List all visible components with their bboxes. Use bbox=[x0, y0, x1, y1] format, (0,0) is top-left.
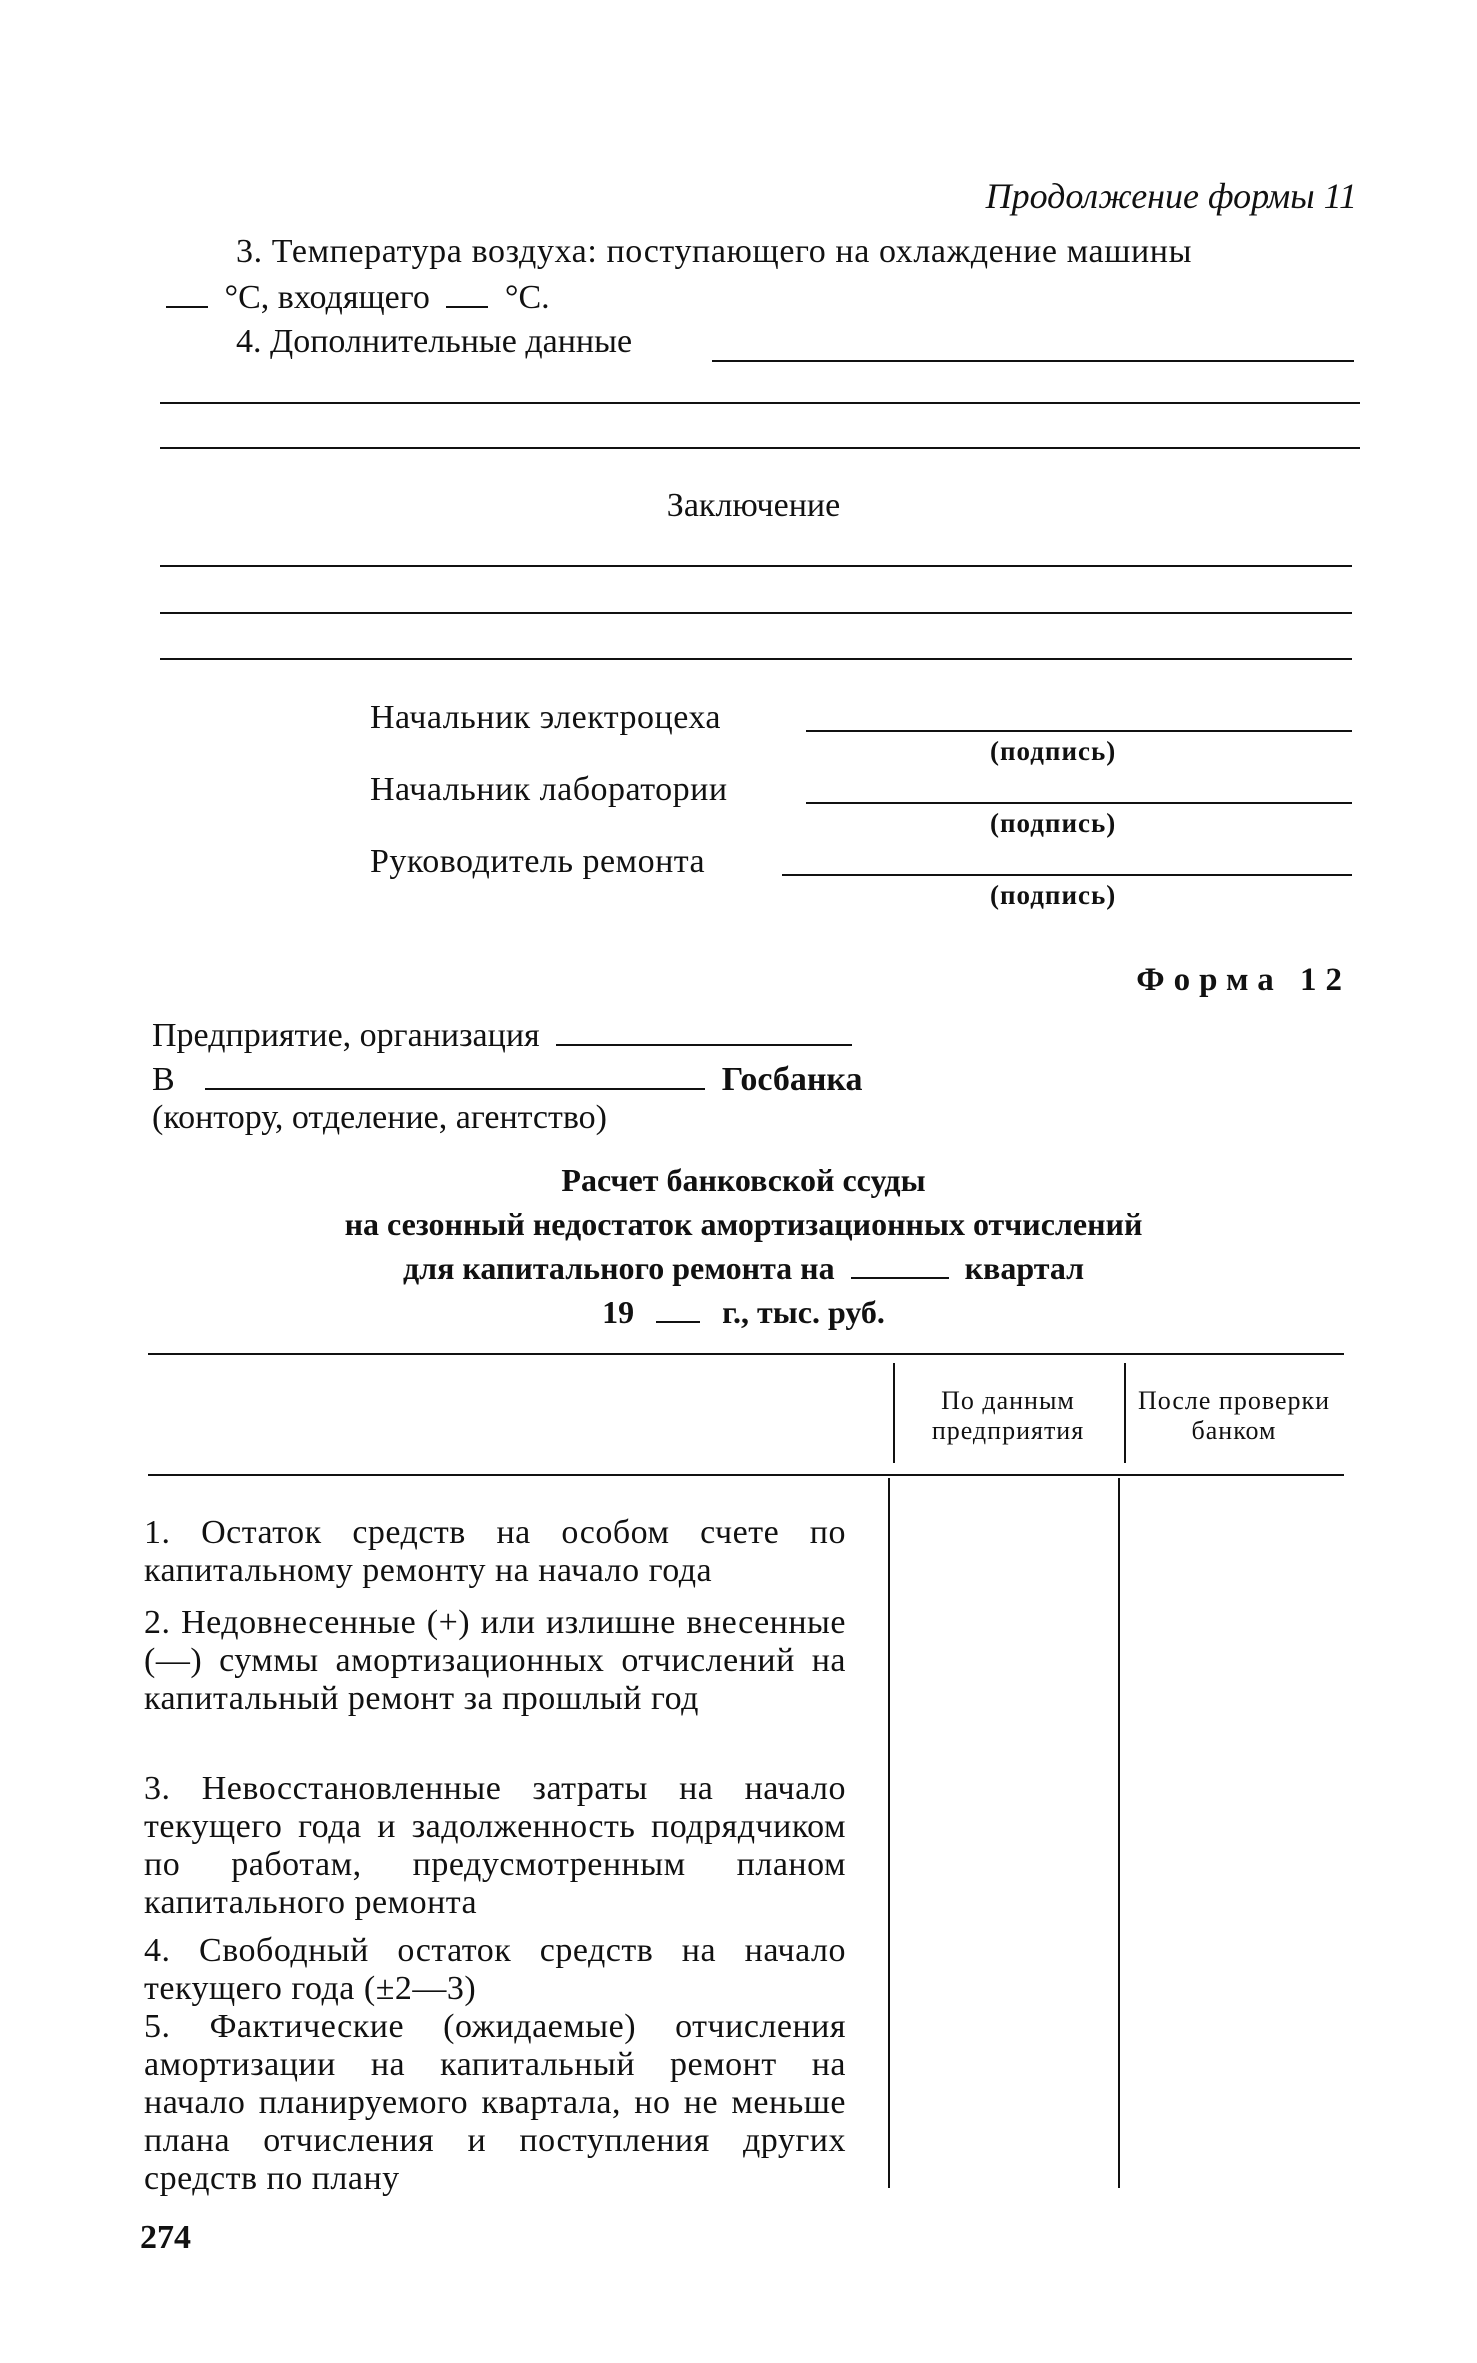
table-body-divider-1 bbox=[888, 1478, 890, 2188]
additional-data-line-1 bbox=[160, 402, 1360, 404]
item3-unit1: °С, входящего bbox=[224, 279, 430, 316]
table-row: 5. Фактические (ожидаемые) отчисления амортизации на капитальный ремонт на начало планируемого квартала, но не меньше плана отчисления и поступления других средств по плану bbox=[144, 2008, 846, 2197]
conclusion-line-1 bbox=[160, 565, 1352, 567]
signature-caption-1: (подпись) bbox=[990, 736, 1117, 766]
conclusion-title: Заключение bbox=[666, 487, 841, 524]
signature-role-3: Руководитель ремонта bbox=[370, 843, 706, 880]
calc-title-line3b: квартал bbox=[964, 1250, 1085, 1286]
signature-line-2 bbox=[806, 802, 1352, 804]
bank-suffix: Госбанка bbox=[721, 1061, 863, 1098]
additional-data-line-2 bbox=[160, 447, 1360, 449]
column-header-enterprise: По данным предприятия bbox=[931, 1386, 1085, 1445]
calc-title-line2: на сезонный недостаток амортизационных отчислений bbox=[344, 1206, 1143, 1242]
bank-prefix: В bbox=[152, 1061, 175, 1098]
conclusion-line-2 bbox=[160, 612, 1352, 614]
item3-line1: 3. Температура воздуха: поступающего на охлаждение машины bbox=[236, 233, 1193, 270]
item3-unit2: °С. bbox=[504, 279, 550, 316]
signature-line-3 bbox=[782, 874, 1352, 876]
calc-title-year-prefix: 19 bbox=[602, 1294, 635, 1330]
table-header-rule bbox=[148, 1474, 1344, 1476]
table-row: 4. Свободный остаток средств на начало текущего года (±2—3) bbox=[144, 1932, 846, 2007]
temperature-out-blank bbox=[446, 278, 488, 308]
calc-title-line4 bbox=[0, 1292, 1477, 1332]
table-header-divider-2 bbox=[1124, 1363, 1126, 1463]
item3-line2 bbox=[166, 278, 550, 318]
item4-line bbox=[712, 360, 1354, 362]
bank-blank bbox=[205, 1060, 705, 1090]
item4-label: 4. Дополнительные данные bbox=[236, 323, 633, 360]
quarter-blank bbox=[851, 1251, 949, 1279]
temperature-in-blank bbox=[166, 278, 208, 308]
calc-title-line4b: г., тыс. руб. bbox=[722, 1294, 885, 1330]
signature-caption-2: (подпись) bbox=[990, 808, 1117, 838]
continuation-header: Продолжение формы 11 bbox=[985, 176, 1357, 216]
signature-role-1: Начальник электроцеха bbox=[370, 699, 722, 736]
calc-title-line1: Расчет банковской ссуды bbox=[561, 1162, 926, 1198]
table-body-divider-2 bbox=[1118, 1478, 1120, 2188]
form12-label: Форма 12 bbox=[1136, 962, 1351, 998]
year-blank bbox=[656, 1295, 700, 1323]
signature-caption-3: (подпись) bbox=[990, 880, 1117, 910]
organization-label: Предприятие, организация bbox=[152, 1017, 540, 1054]
bank-note: (контору, отделение, агентство) bbox=[152, 1099, 607, 1136]
organization-row bbox=[152, 1016, 860, 1056]
signature-line-1 bbox=[806, 730, 1352, 732]
column-header-bank: После проверки банком bbox=[1137, 1386, 1331, 1445]
signature-role-2: Начальник лаборатории bbox=[370, 771, 728, 808]
page-number: 274 bbox=[140, 2219, 191, 2256]
table-row: 3. Невосстановленные затраты на начало текущего года и задолженность подрядчиком по работам, предусмотренным планом капитального ремонта bbox=[144, 1770, 846, 1921]
calc-title-line3a: для капитального ремонта на bbox=[402, 1250, 835, 1286]
calc-title-line3 bbox=[0, 1248, 1477, 1288]
table-header-divider-1 bbox=[893, 1363, 895, 1463]
table-top-rule bbox=[148, 1353, 1344, 1355]
bank-row bbox=[152, 1060, 863, 1100]
table-row: 2. Недовнесенные (+) или излишне внесенные (—) суммы амортизационных отчислений на капитальный ремонт за прошлый год bbox=[144, 1604, 846, 1717]
table-row: 1. Остаток средств на особом счете по капитальному ремонту на начало года bbox=[144, 1514, 846, 1589]
conclusion-line-3 bbox=[160, 658, 1352, 660]
organization-blank bbox=[556, 1016, 852, 1046]
